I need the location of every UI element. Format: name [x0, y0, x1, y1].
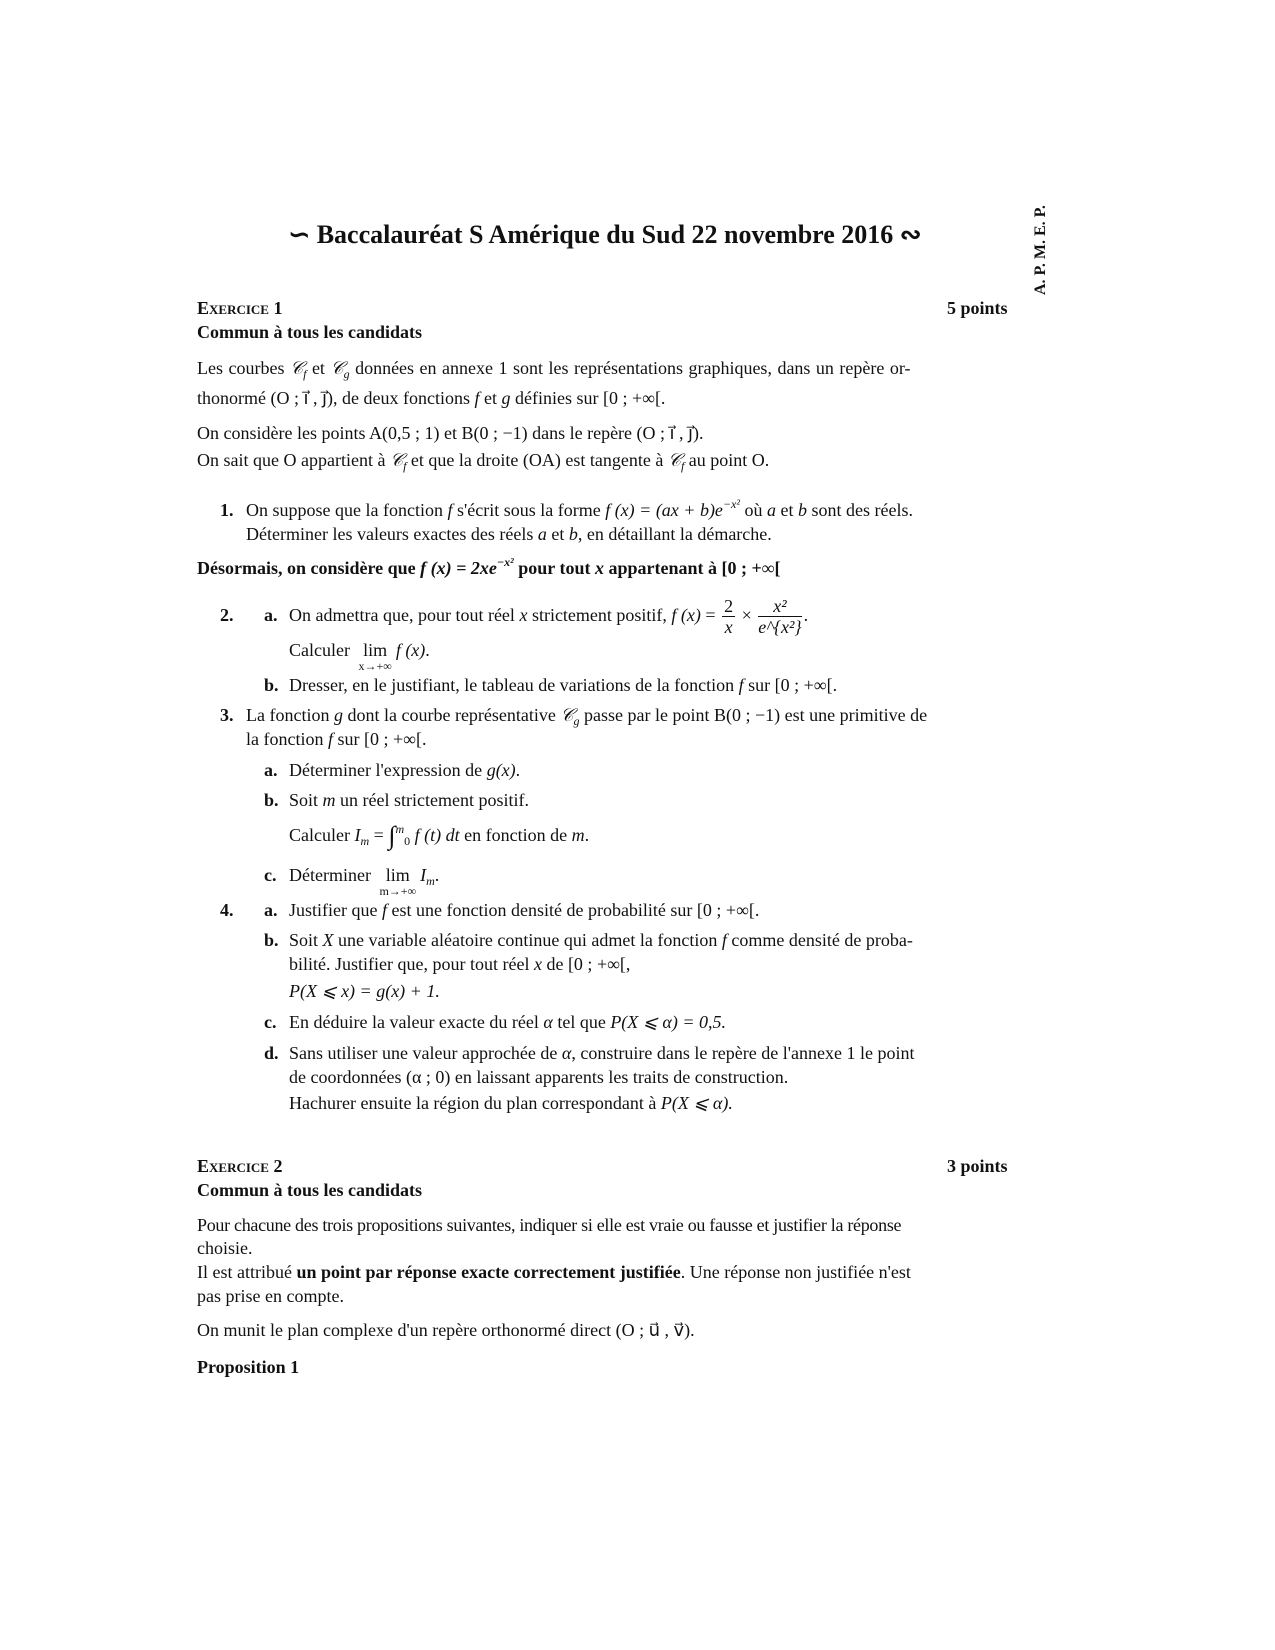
text-segment: données en annexe 1 sont les représentations graphiques, dans un repère or-	[349, 358, 911, 378]
text-segment: On sait que O appartient à	[197, 450, 390, 470]
ornament-right: ∾	[899, 220, 922, 249]
question-number: 2.	[220, 605, 234, 625]
math-fragment	[379, 864, 416, 896]
text-segment: f (x) = (ax + b)e	[605, 500, 723, 520]
paragraph-line: pas prise en compte.	[197, 1286, 344, 1306]
text-segment: e^{x²}	[758, 617, 802, 638]
subquestion-label: c.	[264, 1012, 277, 1032]
text-segment: f (x)	[671, 605, 701, 625]
text-segment: −x²	[496, 555, 514, 569]
text-segment: a	[537, 524, 547, 544]
text-segment: sur [0 ; +∞[.	[333, 729, 427, 749]
fraction	[722, 596, 735, 637]
text-segment: Déterminer l'expression de	[289, 760, 487, 780]
text-segment: (O ; u⃗ , v⃗).	[615, 1320, 695, 1340]
text-segment: , en détaillant la démarche.	[577, 524, 772, 544]
text-segment: m	[322, 790, 336, 810]
text-segment: a	[766, 500, 776, 520]
text-segment: P(X ⩽ α) = 0,5.	[610, 1012, 726, 1032]
text-segment: Déterminer les valeurs exactes des réels	[246, 524, 538, 544]
text-segment: lim	[363, 640, 388, 660]
question-3b-text	[289, 789, 529, 811]
question-2a-text: On admettra que, pour tout réel x strictement positif, f (x) = $\frac{2}{x}$ × $\frac{\text{x²}}{\text{e\textasciicircum{}\{x²\}}}$ .	[289, 596, 809, 638]
math-fragment	[358, 639, 391, 671]
text-segment: f	[721, 930, 727, 950]
text-segment: et	[306, 358, 331, 378]
text-segment: α	[561, 1043, 572, 1063]
text-segment: sur [0 ; +∞[.	[743, 675, 838, 695]
text-segment: =	[700, 605, 721, 625]
text-segment: f	[303, 367, 307, 381]
text-segment: est une fonction densité de probabilité sur [0 ; +∞[.	[387, 900, 760, 920]
question-1-text	[246, 523, 772, 545]
exercise-1-points: 5 points	[947, 298, 1008, 318]
text-segment: comme densité de proba-	[726, 930, 913, 950]
question-number: 1.	[220, 500, 234, 520]
paragraph-line	[197, 1319, 695, 1341]
subquestion-label: c.	[264, 865, 277, 885]
question-3a-text: Déterminer l'expression de g(x).	[289, 760, 521, 780]
subquestion-label: b.	[264, 675, 279, 695]
text-segment: f	[474, 388, 480, 408]
question-2b-text	[289, 674, 837, 696]
text-segment: lim	[385, 865, 410, 885]
text-segment: g	[333, 705, 343, 725]
subquestion-label: a.	[264, 605, 278, 625]
text-segment: m	[426, 874, 435, 888]
text-segment: g	[343, 367, 350, 381]
text-segment: g	[501, 388, 511, 408]
text-segment: Déterminer	[289, 865, 376, 885]
text-segment: x	[594, 558, 604, 578]
question-4a-text	[289, 899, 759, 921]
text-segment: Les courbes	[197, 358, 290, 378]
text-segment: 𝒞	[389, 450, 404, 470]
text-segment: b	[797, 500, 807, 520]
text-segment: et que la droite (OA) est tangente à	[406, 450, 668, 470]
text-segment: m	[360, 834, 370, 848]
text-segment: g	[573, 714, 580, 728]
text-segment: Désormais, on considère que	[197, 558, 421, 578]
proposition-1-heading: Proposition 1	[197, 1357, 300, 1377]
question-number: 3.	[220, 705, 234, 725]
question-3c-text: Déterminer lim m→+∞ $I_m$.	[289, 865, 440, 898]
question-4d-text	[289, 1042, 914, 1064]
text-segment: La fonction	[246, 705, 334, 725]
text-segment: 𝒞	[330, 358, 344, 378]
text-segment: f	[327, 729, 333, 749]
text-segment: f	[680, 459, 685, 473]
definition-statement	[197, 557, 781, 579]
exercise-1-heading: Exercice 1	[197, 298, 283, 318]
text-segment: x→+∞	[358, 659, 392, 673]
text-segment: appartenant à [0 ; +∞[	[603, 558, 781, 578]
document-title	[0, 220, 1210, 250]
text-segment: Soit	[289, 930, 323, 950]
exercise-2-heading: Exercice 2	[197, 1156, 283, 1176]
text-segment: f	[738, 675, 744, 695]
text-segment: f (t) dt	[414, 825, 460, 845]
text-segment: une variable aléatoire continue qui admet la fonction	[333, 930, 722, 950]
question-4d-text	[289, 1092, 733, 1114]
question-4b-text	[289, 953, 630, 975]
text-segment: Sans utiliser une valeur approchée de	[289, 1043, 562, 1063]
exercise-2-points: 3 points	[947, 1156, 1008, 1176]
question-3-text	[246, 704, 927, 726]
question-3b-calc: Calculer $I_m = \int^m_0$ f (t) dt en fonction de m.	[289, 821, 590, 850]
text-segment: f	[447, 500, 453, 520]
text-segment: f	[403, 459, 407, 473]
text-segment: et	[775, 500, 798, 520]
text-segment: . Une réponse non justifiée n'est	[680, 1262, 911, 1282]
text-segment: On munit le plan complexe d'un repère orthonormé direct	[197, 1320, 616, 1340]
paragraph-line	[197, 1261, 911, 1283]
subquestion-label: a.	[264, 760, 278, 780]
text-segment: et	[546, 524, 569, 544]
subquestion-label: d.	[264, 1043, 279, 1063]
text-segment: bilité. Justifier que, pour tout réel	[289, 954, 534, 974]
text-segment: On considère les points A(0,5 ; 1) et B(0 ; −1) dans le repère	[197, 423, 637, 443]
question-4d-text: de coordonnées (α ; 0) en laissant apparents les traits de construction.	[289, 1067, 789, 1087]
paragraph-line	[197, 387, 665, 409]
text-segment: définies sur [0 ; +∞[.	[510, 388, 666, 408]
text-segment: f (x)	[395, 640, 426, 660]
text-segment: strictement positif,	[527, 605, 672, 625]
exercise-2-subtitle: Commun à tous les candidats	[197, 1180, 423, 1200]
text-segment: .	[699, 423, 704, 443]
text-segment: P(X ⩽ α).	[660, 1093, 733, 1113]
text-segment: α	[543, 1012, 553, 1032]
text-segment: en fonction de	[459, 825, 572, 845]
paragraph-line	[197, 422, 704, 444]
text-segment: tel que	[552, 1012, 611, 1032]
text-segment: de [0 ; +∞[,	[541, 954, 631, 974]
question-4b-formula: P(X ⩽ x) = g(x) + 1.	[289, 981, 440, 1001]
text-segment: la fonction	[246, 729, 328, 749]
paragraph-line	[197, 449, 769, 471]
text-segment: m	[395, 822, 405, 836]
text-segment: g(x)	[486, 760, 516, 780]
question-1-text	[246, 499, 913, 521]
question-3-text	[246, 728, 426, 750]
subquestion-label: b.	[264, 790, 279, 810]
text-segment: On admettra que, pour tout réel	[289, 605, 520, 625]
paragraph-line	[197, 357, 1015, 379]
title-text: Baccalauréat S Amérique du Sud 22 novembre 2016	[316, 220, 894, 249]
text-segment: sont des réels.	[806, 500, 913, 520]
text-segment: passe par le point B(0 ; −1) est une primitive de	[579, 705, 928, 725]
text-segment: 0	[404, 834, 411, 848]
text-segment: On suppose que la fonction	[246, 500, 448, 520]
ornament-left: ∽	[288, 220, 311, 249]
paragraph-line: choisie.	[197, 1238, 253, 1258]
text-segment: thonormé	[197, 388, 271, 408]
text-segment: pour tout	[513, 558, 595, 578]
text-segment: Soit	[289, 790, 323, 810]
paragraph-line: Pour chacune des trois propositions suivantes, indiquer si elle est vraie ou fausse et justifier la réponse	[197, 1215, 902, 1235]
text-segment: m	[571, 825, 585, 845]
text-segment: Calculer	[289, 640, 355, 660]
text-segment: En déduire la valeur exacte du réel	[289, 1012, 544, 1032]
fraction	[758, 596, 801, 637]
text-segment: Dresser, en le justifiant, le tableau de variations de la fonction	[289, 675, 739, 695]
text-segment: Calculer	[289, 825, 355, 845]
question-4c-text	[289, 1011, 726, 1033]
text-segment: s'écrit sous la forme	[452, 500, 606, 520]
text-segment: m→+∞	[379, 884, 417, 898]
text-segment: x	[724, 617, 733, 638]
text-segment: ∫	[388, 821, 396, 850]
text-segment: Justifier que	[289, 900, 382, 920]
text-segment: 𝒞	[560, 705, 574, 725]
text-segment: dont la courbe représentative	[342, 705, 561, 725]
text-segment: x	[533, 954, 542, 974]
text-segment: un réel strictement positif.	[335, 790, 529, 810]
text-segment: (O ; i⃗ , j⃗)	[636, 423, 700, 443]
text-segment: Hachurer ensuite la région du plan correspondant à	[289, 1093, 661, 1113]
text-segment: x²	[758, 596, 801, 617]
text-segment: 2	[724, 596, 734, 617]
frame-notation: (O ; i⃗ , j⃗)	[270, 388, 333, 408]
text-segment: au point O.	[684, 450, 770, 470]
text-segment: f (x) = 2xe	[420, 558, 497, 578]
text-segment: f	[381, 900, 387, 920]
text-segment: −x²	[722, 497, 740, 511]
text-segment: 𝒞	[289, 358, 304, 378]
text-segment: I	[420, 865, 427, 885]
text-segment: , construire dans le repère de l'annexe 1 le point	[571, 1043, 915, 1063]
text-segment: ×	[737, 605, 757, 625]
text-segment: et	[479, 388, 502, 408]
subquestion-label: b.	[264, 930, 279, 950]
question-4b-text	[289, 929, 913, 951]
side-label: A. P. M. E. P.	[1032, 205, 1049, 295]
text-segment: où	[739, 500, 767, 520]
text-segment: b	[568, 524, 578, 544]
text-segment: I	[354, 825, 361, 845]
question-2a-calc: Calculer lim x→+∞ f (x).	[289, 640, 430, 673]
exercise-1-subtitle: Commun à tous les candidats	[197, 322, 423, 342]
text-segment: un point par réponse exacte correctement justifiée	[296, 1262, 681, 1282]
text-segment: X	[322, 930, 334, 950]
text-segment: 𝒞	[667, 450, 681, 470]
text-segment: Il est attribué	[197, 1262, 297, 1282]
text-segment: x	[519, 605, 528, 625]
subquestion-label: a.	[264, 900, 278, 920]
question-number: 4.	[220, 900, 234, 920]
text-segment: , de deux fonctions	[333, 388, 475, 408]
